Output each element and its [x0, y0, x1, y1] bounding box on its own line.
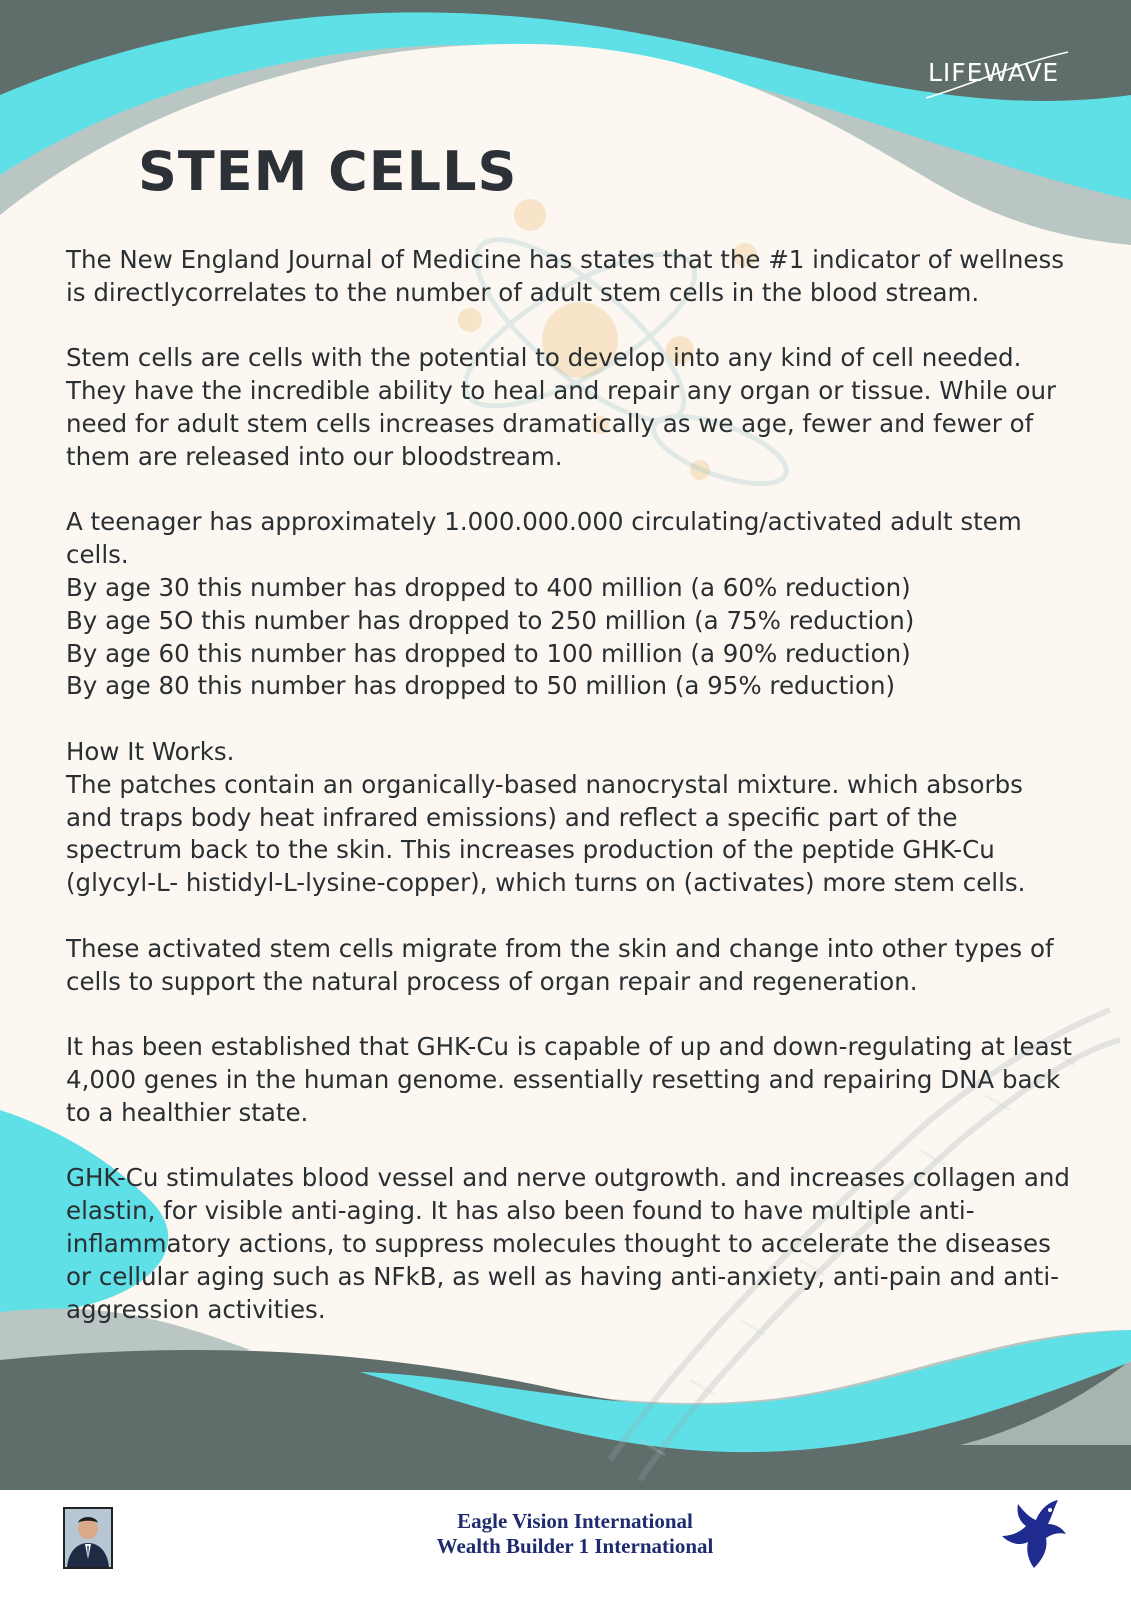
- stat-line: By age 30 this number has dropped to 400 million (a 60% reduction): [66, 572, 911, 602]
- stat-line: By age 5O this number has dropped to 250 million (a 75% reduction): [66, 605, 915, 635]
- paragraph-text: GHK-Cu stimulates blood vessel and nerve outgrowth. and increases collagen and elastin, for visible anti-aging. It has also been found to have multiple anti-inflammatory actions, to suppress molecules thought to accelerate the diseases or cellular aging such as NFkB, as well as having anti-anxiety, anti-pain and anti-aggression activities.: [66, 1163, 1070, 1324]
- paragraph-stem-cells: [66, 342, 1076, 473]
- paragraph-text: It has been established that GHK-Cu is capable of up and down-regulating at least 4,000 genes in the human genome. essentially resetting and repairing DNA back to a healthier state.: [66, 1032, 1072, 1127]
- paragraph-text: These activated stem cells migrate from the skin and change into other types of cells to support the natural process of organ repair and regeneration.: [66, 933, 1054, 996]
- stat-line: By age 60 this number has dropped to 100 million (a 90% reduction): [66, 638, 911, 668]
- paragraph-migration: [66, 933, 1076, 999]
- paragraph-age-stats: [66, 506, 1076, 703]
- section-heading: How It Works.: [66, 736, 235, 766]
- footer-line-2: Wealth Builder 1 International: [436, 1534, 714, 1558]
- footer-line-1: Eagle Vision International: [457, 1509, 693, 1533]
- footer-organization: [380, 1509, 770, 1559]
- paragraph-text: Stem cells are cells with the potential to develop into any kind of cell needed. They have the incredible ability to heal and repair any organ or tissue. While our need for adult stem cells increases dramatically as we age, fewer and fewer of them are released into our bloodstream.: [66, 343, 1057, 471]
- paragraph-text: The New England Journal of Medicine has states that the #1 indicator of wellness is directlycorrelates to the number of adult stem cells in the blood stream.: [66, 245, 1065, 307]
- paragraph-text: The patches contain an organically-based nanocrystal mixture. which absorbs and traps body heat infrared emissions) and reflect a specific part of the spectrum back to the skin. This increases production of the peptide GHK-Cu (glycyl-L- histidyl-L-lysine-copper), which turns on (activates) more stem cells.: [66, 769, 1026, 898]
- eagle-icon: [998, 1498, 1070, 1570]
- author-portrait: [63, 1507, 113, 1569]
- lifewave-logo: LIFEWAVE: [928, 58, 1060, 87]
- paragraph-genes: [66, 1031, 1076, 1129]
- page-title: STEM CELLS: [138, 140, 518, 203]
- paragraph-ghk-cu: [66, 1162, 1076, 1326]
- paragraph-how-it-works: [66, 736, 1076, 900]
- stat-line: A teenager has approximately 1.000.000.000 circulating/activated adult stem cells.: [66, 507, 1022, 570]
- stat-line: By age 80 this number has dropped to 50 million (a 95% reduction): [66, 671, 896, 701]
- paragraph-intro: [66, 244, 1076, 310]
- article-body: [66, 244, 1076, 1359]
